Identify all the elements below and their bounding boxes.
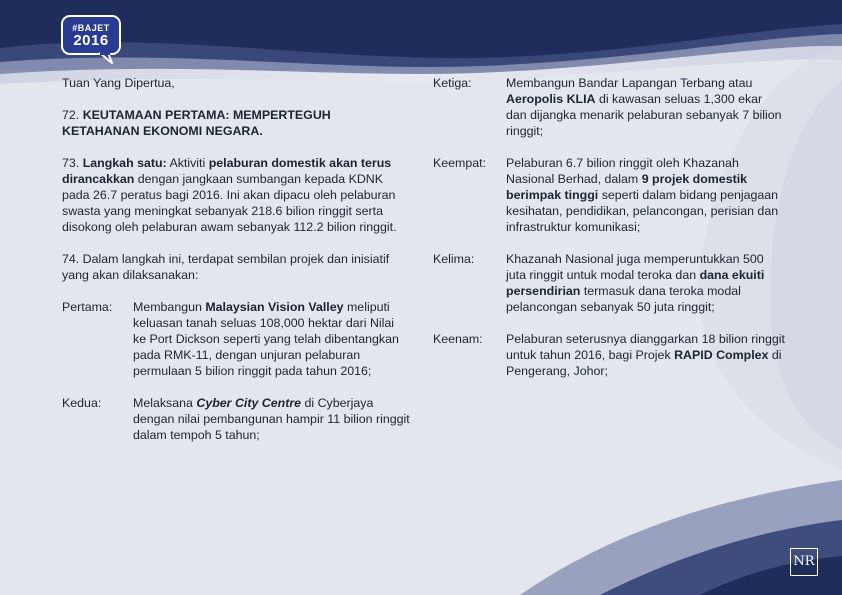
item-label: Kedua: [62,396,102,410]
item-label: Ketiga: [433,76,472,90]
item-label: Keenam: [433,332,483,346]
paragraph-74: 74. Dalam langkah ini, terdapat sembilan projek dan inisiatif yang akan dilaksanakan: [62,252,390,282]
paragraph-72-number: 72. [62,108,80,122]
nr-watermark-logo: NR [790,548,818,576]
list-item-keenam: Keenam: Pelaburan seterusnya dianggarkan 18 bilion ringgit untuk tahun 2016, bagi Projek RAPID Complex di Pengerang, Johor; [433,332,785,378]
list-item-ketiga: Ketiga: Membangun Bandar Lapangan Terbang atau Aeropolis KLIA di kawasan seluas 1,300 ekar dan dijangka menarik pelaburan sebanyak 7 bilion ringgit; [433,76,782,138]
left-column [62,75,410,443]
list-item-kedua: Kedua: Melaksana Cyber City Centre di Cyberjaya dengan nilai pembangunan hampir 11 bilion ringgit dalam tempoh 5 tahun; [62,396,410,442]
paragraph-73: 73. Langkah satu: Aktiviti pelaburan domestik akan terus dirancakkan dengan jangkaan sumbangan kepada KDNK pada 26.7 peratus bagi 2016. Ini akan dipacu oleh pelaburan swasta yang meningkat sebanyak 218.6 bilion ringgit serta disokong oleh pelaburan awam sebanyak 112.2 bilion ringgit. [62,156,397,234]
paragraph-72-title: KEUTAMAAN PERTAMA: MEMPERTEGUH KETAHANAN EKONOMI NEGARA. [62,108,331,138]
list-item-kelima: Kelima: Khazanah Nasional juga memperuntukkan 500 juta ringgit untuk modal teroka dan dana ekuiti persendirian termasuk dana teroka modal pelancongan sebanyak 50 juta ringgit; [433,252,765,314]
bajet-2016-logo [60,14,122,64]
item-label: Pertama: [62,300,113,314]
right-column [433,75,785,379]
logo-year: 2016 [73,32,109,49]
list-item-keempat: Keempat: Pelaburan 6.7 bilion ringgit oleh Khazanah Nasional Berhad, dalam 9 projek domestik berimpak tinggi seperti dalam bidang penjagaan kesihatan, pendidikan, pelancongan, perisian dan infrastruktur komunikasi; [433,156,779,234]
domestic-investment-highlight: pelaburan domestik akan terus dirancakkan [62,156,392,186]
step-one-lead: Langkah satu: [82,156,167,170]
greeting: Tuan Yang Dipertua, [62,76,175,90]
list-item-pertama: Pertama: Membangun Malaysian Vision Valley meliputi keluasan tanah seluas 108,000 hektar dari Nilai ke Port Dickson seperti yang telah dibentangkan pada RMK-11, dengan unjuran pelaburan permulaan 5 bilion ringgit pada tahun 2016; [62,300,399,378]
logo-hashtag: #BAJET [72,23,110,33]
item-label: Kelima: [433,252,475,266]
paragraph-72 [62,107,410,139]
item-label: Keempat: [433,156,487,170]
